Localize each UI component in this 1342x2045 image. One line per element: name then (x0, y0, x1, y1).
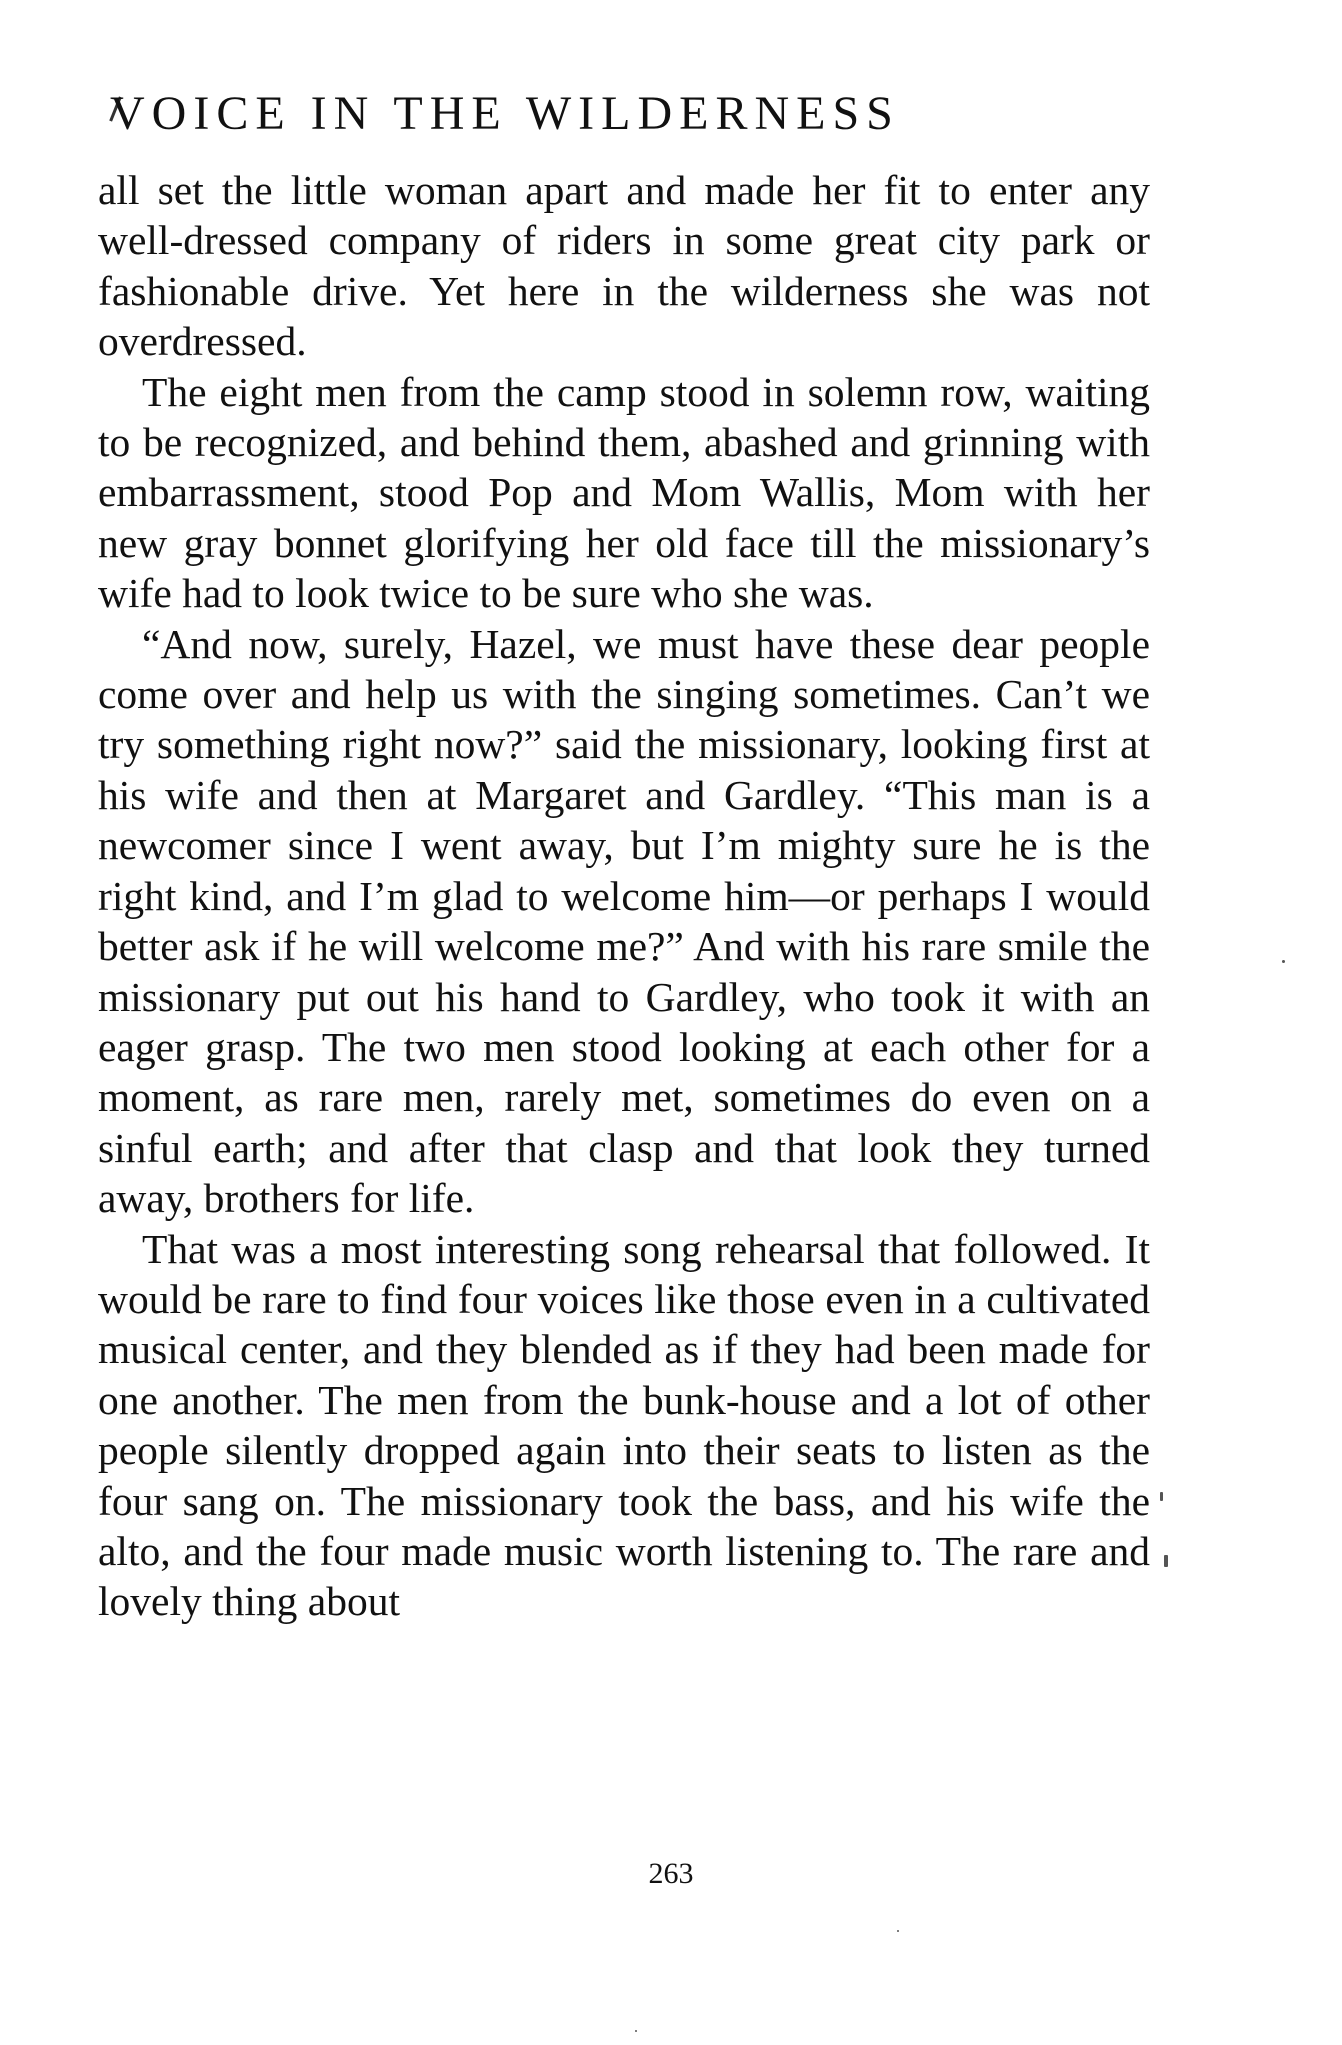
scan-speck (635, 2030, 637, 2032)
scan-speck (897, 1930, 899, 1932)
paragraph-2: The eight men from the camp stood in solemn row, waiting to be recognized, and behind them, abashed and grinning with embarrassment, stood Pop and Mom Wallis, Mom with her new gray bonnet glorifying her old face till the missionary’s wife had to look twice to be sure who she was. (98, 368, 1150, 617)
paragraph-3: “And now, surely, Hazel, we must have these dear people come over and help us with the singing sometimes. Can’t we try something right now?” said the missionary, looking first at his wife and then at Margaret and Gardley. “This man is a newcomer since I went away, but I’m mighty sure he is the right kind, and I’m glad to welcome him—or perhaps I would better ask if he will welcome me?” And with his rare smile the missionary put out his hand to Gardley, who took it with an eager grasp. The two men stood looking at each other for a moment, as rare men, rarely met, sometimes do even on a sinful earth; and after that clasp and that look they turned away, brothers for life. (98, 620, 1150, 1222)
scan-speck (1164, 1555, 1168, 1567)
page-number: 263 (648, 1857, 694, 1890)
scan-speck (1160, 1492, 1163, 1501)
paragraph-4: That was a most interesting song rehearsal that followed. It would be rare to find four voices like those even in a cultivated musical center, and they blended as if they had been made for one another. The men from the bunk-house and a lot of other people silently dropped again into their seats to listen as the four sang on. The missionary took the bass, and his wife the alto, and the four made music worth listening to. The rare and lovely thing about (98, 1225, 1150, 1625)
scan-speck (1282, 960, 1285, 963)
running-head: VOICE IN THE WILDERNESS (110, 87, 900, 140)
body-text (98, 165, 1150, 1627)
paragraph-1: all set the little woman apart and made her fit to enter any well-dressed company of riders in some great city park or fashionable drive. Yet here in the wilderness she was not overdressed. (98, 167, 1150, 365)
